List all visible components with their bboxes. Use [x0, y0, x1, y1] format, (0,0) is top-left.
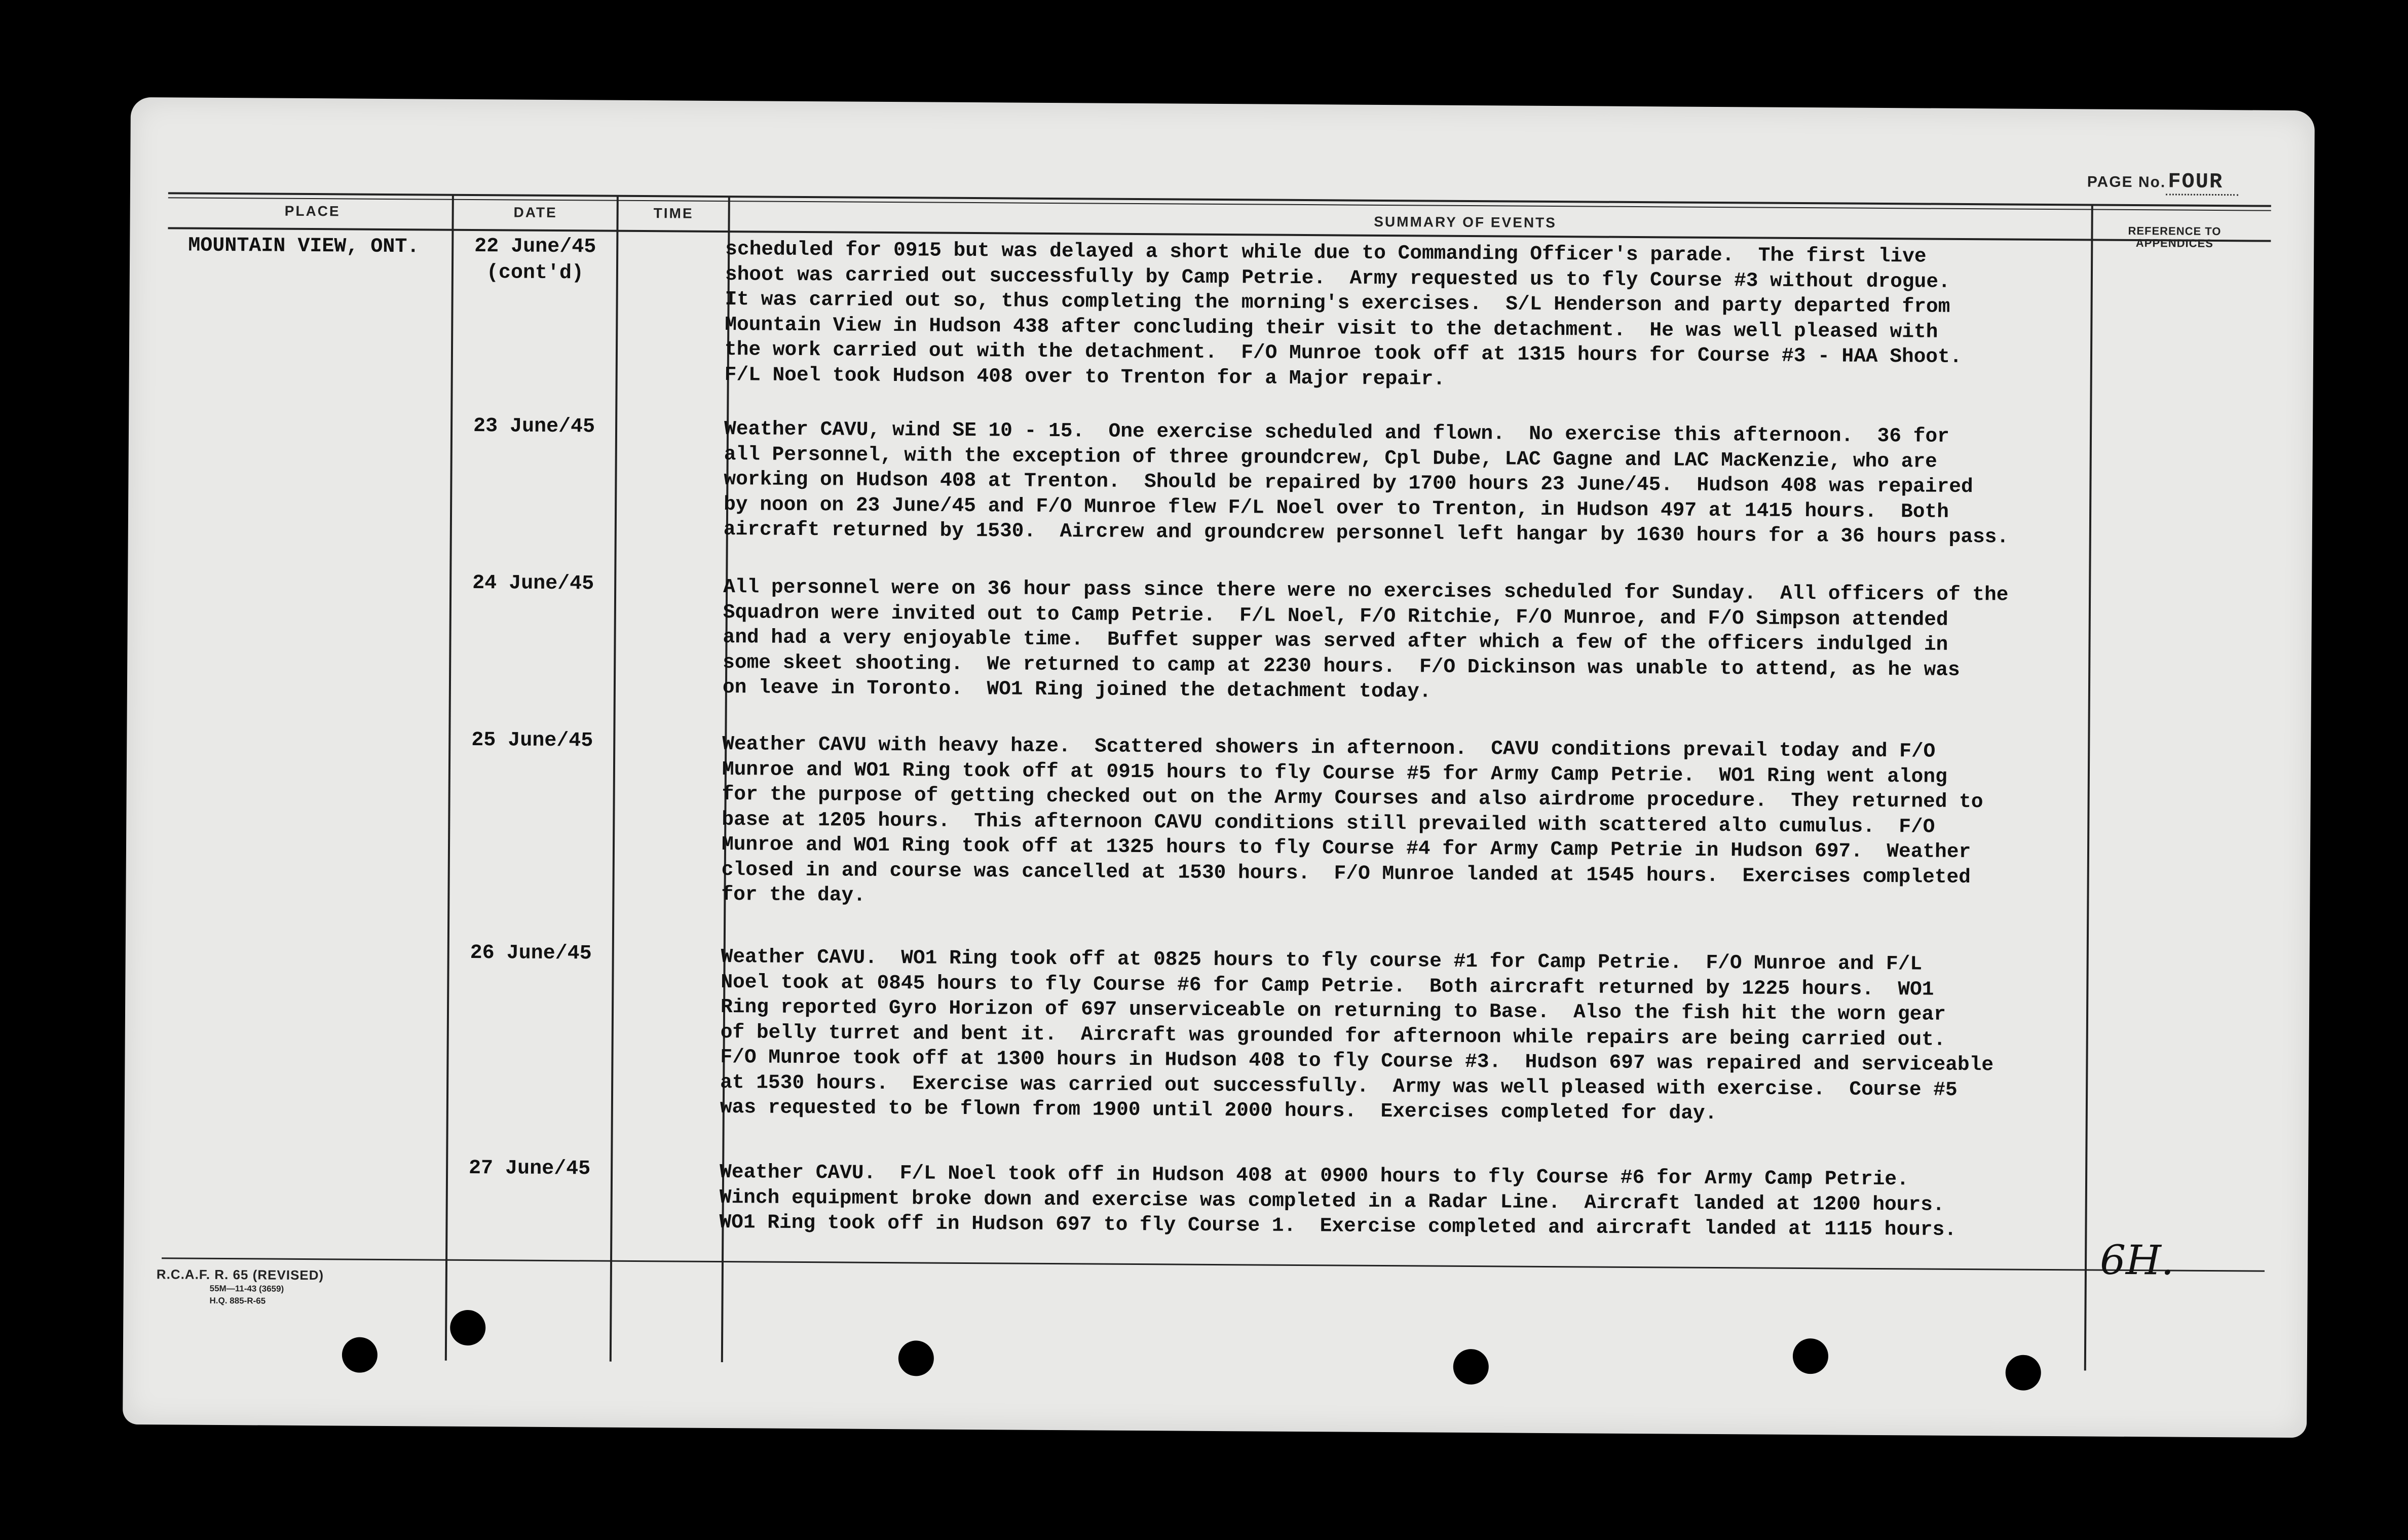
date-cell: 24 June/45: [472, 571, 594, 596]
date-cell: 26 June/45: [470, 941, 592, 966]
footer-rule: [162, 1257, 2265, 1272]
date-cell: 25 June/45: [471, 728, 593, 753]
place-cell: MOUNTAIN VIEW, ONT.: [188, 234, 420, 259]
column-rule-place: [445, 196, 454, 1361]
form-number: R.C.A.F. R. 65 (REVISED): [156, 1266, 324, 1283]
date-cell: 22 June/45 (cont'd): [474, 235, 596, 285]
punch-hole: [1793, 1338, 1828, 1374]
date-cell: 27 June/45: [468, 1157, 591, 1181]
handwritten-initials: 6H.: [2099, 1236, 2174, 1284]
page-number: [2087, 169, 2239, 194]
column-header-time: TIME: [653, 205, 694, 221]
page-number-label: PAGE No.: [2087, 173, 2166, 191]
column-header-place: PLACE: [284, 203, 341, 219]
summary-entry: Weather CAVU. F/L Noel took off in Hudson 408 at 0900 hours to fly Course #6 for Army Camp Petrie. Winch equipment broke down and exercise was completed in a Radar Line. Aircraft landed at 1200 hours. WO1 Ring took off in Hudson 697 to fly Course 1. Exercise completed and aircraft landed at 1115 hours.: [719, 1160, 1957, 1241]
punch-hole: [898, 1340, 934, 1376]
summary-entry: All personnel were on 36 hour pass since there were no exercises scheduled for Sunday. All officers of the Squadron were invited out to Camp Petrie. F/L Noel, F/O Ritchie, F/O Munroe, and F/O Simpson attended and had a very enjoyable time. Buffet supper was served after which a few of the officers indulged in some skeet shooting. We returned to camp at 2230 hours. F/O Dickinson was unable to attend, as he was on leave in Toronto. WO1 Ring joined the detachment today.: [722, 575, 2009, 703]
summary-entry: scheduled for 0915 but was delayed a short while due to Commanding Officer's parade. The first live shoot was carried out successfully by Camp Petrie. Army requested us to fly Course #3 without drogue. It was carried out so, thus completing the morning's exercises. S/L Henderson and party departed from Mountain View in Hudson 438 after concluding their visit to the detachment. He was well pleased with the work carried out with the detachment. F/O Munroe took off at 1315 hours for Course #3 - HAA Shoot. F/L Noel took Hudson 408 over to Trenton for a Major repair.: [724, 238, 1962, 391]
column-header-reference: REFERENCE TO APPENDICES: [2128, 224, 2222, 250]
punch-hole: [2006, 1355, 2041, 1391]
punch-hole: [342, 1337, 378, 1372]
column-header-summary: SUMMARY OF EVENTS: [1374, 213, 1557, 231]
summary-entry: Weather CAVU. WO1 Ring took off at 0825 hours to fly course #1 for Camp Petrie. F/O Munroe and F/L Noel took at 0845 hours to fly Course #6 for Camp Petrie. Both aircraft returned by 1225 hours. WO1 Ring reported Gyro Horizon of 697 unserviceable on returning to Base. Also the fish hit the worn gear of belly turret and bent it. Aircraft was grounded for afternoon while repairs are being carried out. F/O Munroe took off at 1300 hours in Hudson 408 to fly Course #3. Hudson 697 was repaired and serviceable at 1530 hours. Exercise was carried out successfully. Army was well pleased with exercise. Course #5 was requested to be flown from 1900 until 2000 hours. Exercises completed for day.: [720, 945, 1994, 1125]
diary-page: [123, 97, 2315, 1438]
date-cell: 23 June/45: [473, 415, 595, 439]
page-number-value: FOUR: [2166, 169, 2238, 196]
punch-hole: [1453, 1349, 1489, 1384]
form-identifier: [156, 1266, 324, 1307]
form-hq-code: H.Q. 885-R-65: [209, 1295, 266, 1306]
summary-entry: Weather CAVU, wind SE 10 - 15. One exercise scheduled and flown. No exercise this afternoon. 36 for all Personnel, with the exception of three groundcrew, Cpl Dube, LAC Gagne and LAC MacKenzie, who are working on Hudson 408 at Trenton. Should be repaired by 1700 hours 23 June/45. Hudson 408 was repaired by noon on 23 June/45 and F/O Munroe flew F/L Noel over to Trenton, in Hudson 497 at 1415 hours. Both aircraft returned by 1530. Aircrew and groundcrew personnel left hangar by 1630 hours for a 36 hours pass.: [723, 417, 2009, 549]
column-header-date: DATE: [513, 204, 557, 221]
column-rule-date: [610, 197, 619, 1362]
form-print-code: 55M—11-43 (3659): [209, 1283, 284, 1294]
summary-entry: Weather CAVU with heavy haze. Scattered showers in afternoon. CAVU conditions prevail today and F/O Munroe and WO1 Ring took off at 0915 hours to fly Course #5 for Army Camp Petrie. WO1 Ring went along for the purpose of getting checked out on the Army Courses and also airdrome procedure. They returned to base at 1205 hours. This afternoon CAVU conditions still prevailed with scattered alto cumulus. F/O Munroe and WO1 Ring took off at 1325 hours to fly Course #4 for Army Camp Petrie in Hudson 697. Weather closed in and course was cancelled at 1530 hours. F/O Munroe landed at 1545 hours. Exercises completed for the day.: [721, 733, 1983, 907]
punch-hole: [450, 1310, 485, 1345]
